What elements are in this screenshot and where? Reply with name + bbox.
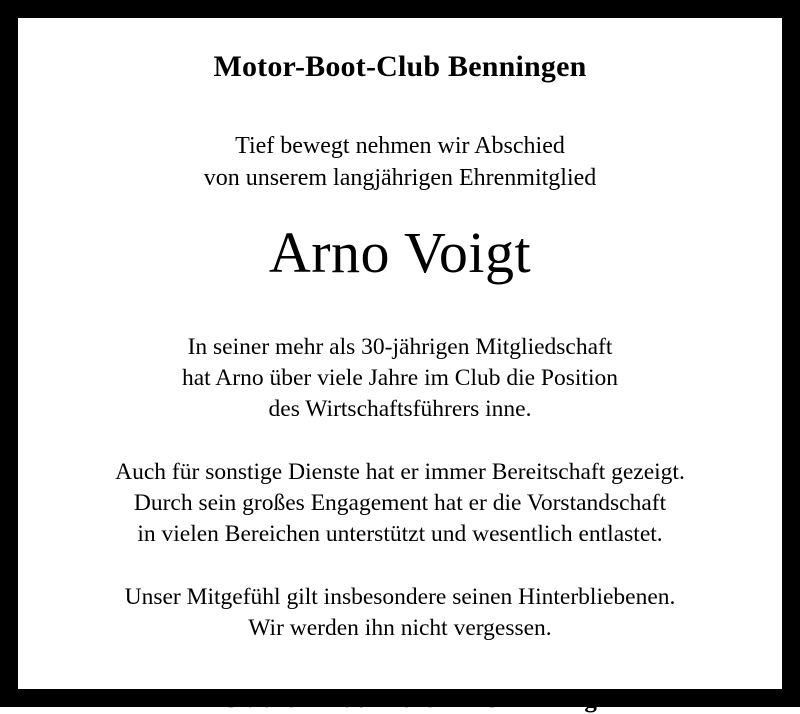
intro-line-2: von unserem langjährigen Ehrenmitglied <box>203 165 597 192</box>
intro-line-1: Tief bewegt nehmen wir Abschied <box>235 133 565 159</box>
paragraph-three-line-2: Wir werden ihn nicht vergessen. <box>248 614 552 641</box>
intro-text <box>204 130 597 195</box>
paragraph-one-line-3: des Wirtschaftsführers inne. <box>268 395 532 422</box>
paragraph-two-line-3: in vielen Bereichen unterstützt und wesentlich entlastet. <box>137 520 663 547</box>
paragraph-three <box>125 582 676 644</box>
paragraph-one-line-1: In seiner mehr als 30-jährigen Mitgliedschaft <box>187 333 613 360</box>
paragraph-three-line-1: Unser Mitgefühl gilt insbesondere seinen Hinterbliebenen. <box>124 583 676 610</box>
organization-title: Motor-Boot-Club Benningen <box>213 50 587 83</box>
paragraph-two <box>115 457 685 550</box>
paragraph-two-line-1: Auch für sonstige Dienste hat er immer Bereitschaft gezeigt. <box>115 458 685 485</box>
signature-line: Die Clubkameraden des MBC-Benningen <box>178 685 622 713</box>
paragraph-one-line-2: hat Arno über viele Jahre im Club die Position <box>182 364 618 391</box>
deceased-name: Arno Voigt <box>268 219 532 285</box>
paragraph-two-line-2: Durch sein großes Engagement hat er die Vorstandschaft <box>133 489 667 516</box>
paragraph-one <box>182 332 618 425</box>
obituary-notice <box>14 14 786 713</box>
